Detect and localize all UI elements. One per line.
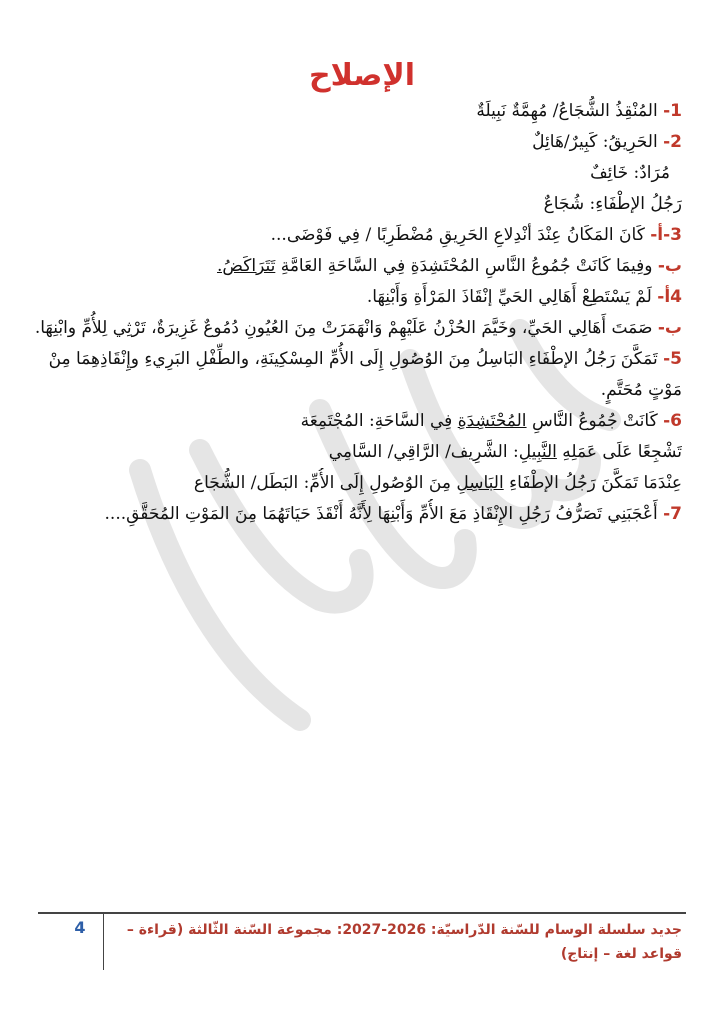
page-number: 4 xyxy=(74,918,86,937)
underlined-word: النَّبِيلِ xyxy=(518,442,557,462)
answer-text: صَمَتَ أَهَالِي الحَيِّ، وخَيَّمَ الحُزْنُ عَلَيْهِمْ وَانْهَمَرَتْ مِنَ العُيُونِ دُمُوعٌ غَزِيرَةٌ، تَرْثِي لِلأُمِّ وابْنِهَا. xyxy=(34,318,653,338)
underlined-word: تَتَرَاكَضُ. xyxy=(217,256,276,276)
page-title: الإصلاح xyxy=(308,58,415,93)
answer-text: كَانَ المَكَانُ عِنْدَ أنْدِلاعِ الحَرِيقِ مُضْطَرِبًا / فِي فَوْضَى... xyxy=(270,225,645,245)
underlined-word: المُحْتَشِدَةِ xyxy=(457,411,527,431)
item-number: 2- xyxy=(663,132,682,152)
answer-text: عِنْدَمَا تَمَكَّنَ رَجُلُ الإطْفَاءِ xyxy=(503,473,682,493)
item-number: 7- xyxy=(663,504,682,524)
answer-4b xyxy=(32,313,682,344)
answer-text: أَعْجَبَنِي تَصَرُّفُ رَجُلِ الإِنْقَاذِ مَعَ الأُمِّ وَأَبْنِهَا لِأَنَّهُ أَنْقَذَ حَيَاتَهُمَا مِنَ المَوْتِ المُحَقَّقِ.... xyxy=(104,504,658,524)
item-number: 5- xyxy=(663,349,682,369)
item-number: 1- xyxy=(663,101,682,121)
answer-6-noble xyxy=(32,437,682,468)
answer-2-fireman xyxy=(32,189,682,220)
answer-6-brave xyxy=(32,468,682,499)
answer-text: مِنَ الوُصُولِ إِلَى الأُمِّ: البَطَل/ الشُّجَاع xyxy=(193,473,457,493)
answer-7 xyxy=(32,499,682,530)
footer-vertical-divider xyxy=(103,912,104,970)
answer-text: الحَرِيقُ: كَبِيرٌ/هَائِلٌ xyxy=(532,132,658,152)
answer-6 xyxy=(32,406,682,437)
answer-text: وفِيمَا كَانَتْ جُمُوعُ النَّاسِ المُحْتَشِدَةِ فِي السَّاحَةِ العَامَّةِ xyxy=(275,256,653,276)
item-number: 6- xyxy=(663,411,682,431)
answer-5 xyxy=(32,344,682,406)
answer-2 xyxy=(32,127,682,158)
answer-text: المُنْقِذُ الشُّجَاعُ/ مُهِمَّةٌ نَبِيلَةٌ xyxy=(476,101,658,121)
answer-list xyxy=(32,96,682,530)
item-number: 3-أ- xyxy=(650,225,682,245)
item-number: 4أ- xyxy=(657,287,682,307)
answer-1 xyxy=(32,96,682,127)
answer-3a xyxy=(32,220,682,251)
answer-text: مُرَادٌ: خَائِفٌ xyxy=(590,163,670,183)
footer-series-title: جديد سلسلة الوسام للسّنة الدّراسيّة: 2026-2027: مجموعة السّنة الثّالثة (قراءة – قواعد لغة – إنتاج) xyxy=(126,922,682,962)
item-number: ب- xyxy=(657,256,682,276)
answer-text: تَمَكَّنَ رَجُلُ الإطْفَاءِ البَاسِلُ مِنَ الوُصُولِ إِلَى الأُمِّ المِسْكِينَةِ، والطِّفْلِ البَرِيءِ وإِنْقَاذِهِمَا مِنْ مَوْتٍ مُحَتَّمٍ. xyxy=(48,349,682,400)
answer-text: : الشَّرِيف/ الرَّاقِي/ السَّامِي xyxy=(328,442,519,462)
answer-3b xyxy=(32,251,682,282)
answer-text: لَمْ يَسْتَطِعْ أَهَالِي الحَيِّ إنْقَاذَ المَرْأَةِ وَأَبْنِهَا. xyxy=(366,287,652,307)
answer-text: رَجُلُ الإطْفَاءِ: شُجَاعٌ xyxy=(543,194,682,214)
answer-text: فِي السَّاحَةِ: المُجْتَمِعَة xyxy=(300,411,458,431)
answer-text: كَانَتْ جُمُوعُ النَّاسِ xyxy=(526,411,658,431)
answer-2-mourad xyxy=(32,158,682,189)
item-number: ب- xyxy=(657,318,682,338)
footer-divider xyxy=(38,912,686,914)
underlined-word: البَاسِلِ xyxy=(456,473,504,493)
answer-text: تَشْجِعًا عَلَى عَمَلِهِ xyxy=(556,442,682,462)
answer-4a xyxy=(32,282,682,313)
